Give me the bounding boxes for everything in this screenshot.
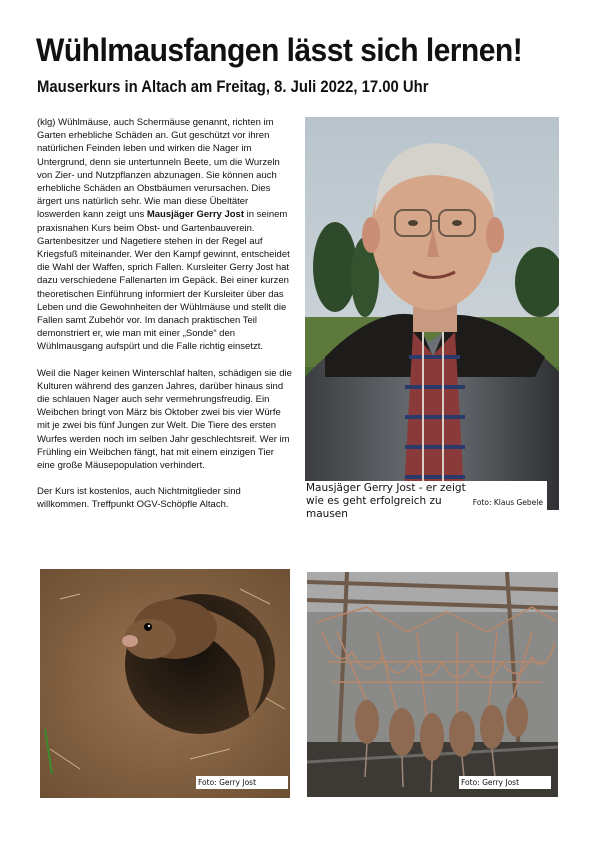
traps-image bbox=[307, 572, 558, 797]
mouse-credit: Foto: Gerry Jost bbox=[198, 778, 257, 787]
traps-credit-box bbox=[459, 776, 551, 789]
article-body bbox=[37, 116, 292, 525]
portrait-image bbox=[305, 117, 559, 510]
paragraph-intro bbox=[37, 116, 292, 354]
intro-text-end: in seinem praxisnahen Kurs beim Obst- und Gartenbauverein. Gartenbesitzer und Nagetiere stehen in der Regel auf Kriegsfuß miteinander. Wer den Kampf gewinnt, entscheidet die Wahl der Waffen, sprich Fallen. Kursleiter Gerry Jost hat dazu verschiedene Fallenarten im Gepäck. Bei einer kurzen theoretischen Einführung informiert der Kursleiter über das Leben und die Gewohnheiten der Wühlmäuse und stellt die Fallen samt Zubehör vor. Im danach praktischen Teil demonstriert er, wie man mit einer „Sonde“ den Wühlmausgang aufspürt und die Falle richtig einsetzt. bbox=[37, 209, 290, 353]
article-title: Wühlmausfangen lässt sich lernen! bbox=[36, 32, 523, 68]
portrait-photo bbox=[305, 117, 559, 510]
mouse-credit-box bbox=[196, 776, 288, 789]
traps-credit: Foto: Gerry Jost bbox=[461, 778, 520, 787]
mouse-photo bbox=[40, 569, 290, 798]
portrait-caption: Mausjäger Gerry Jost - er zeigt wie es geht erfolgreich zu mausen bbox=[306, 482, 466, 520]
portrait-credit: Foto: Klaus Gebele bbox=[472, 498, 543, 507]
paragraph-info: Der Kurs ist kostenlos, auch Nichtmitglieder sind willkommen. Treffpunkt OGV-Schöpfle Altach. bbox=[37, 486, 241, 511]
trainer-name: Mausjäger Gerry Jost bbox=[146, 209, 244, 221]
traps-photo bbox=[307, 572, 558, 797]
mouse-image bbox=[40, 569, 290, 798]
article-subtitle: Mauserkurs in Altach am Freitag, 8. Juli 2022, 17.00 Uhr bbox=[37, 78, 429, 96]
portrait-caption-box bbox=[305, 481, 547, 520]
paragraph-biology: Weil die Nager keinen Winterschlaf halten, schädigen sie die Kulturen während des ganzen Jahres, darüber hinaus sind die schlauen Nager auch sehr vermehrungsfreudig. Ein Weibchen bringt von März bis Oktober zwei bis vier Würfe mit je zwei bis fünf Jungen zur Welt. Die Tiere des ersten Wurfes werden noch im selben Jahr geschlechtsreif. Wer im Frühling ein Weibchen fängt, hat mit einem einzigen Tier eine große Mäusepopulation verhindert. bbox=[37, 367, 292, 472]
intro-text-start: (klg) Wühlmäuse, auch Schermäuse genannt, richten im Garten erhebliche Schäden an. Gut geschützt vor ihren natürlichen Feinden leben und wirken die Nager im Untergrund, denn sie untertunneln Beete, um die Wurzeln von Zier- und Nutzpflanzen abzunagen. Sie können auch erhebliche Schäden an Obstbäumen verursachen. Dies ärgert uns natürlich sehr. Wie man diese Übeltäter loswerden kann zeigt uns bbox=[37, 117, 280, 221]
